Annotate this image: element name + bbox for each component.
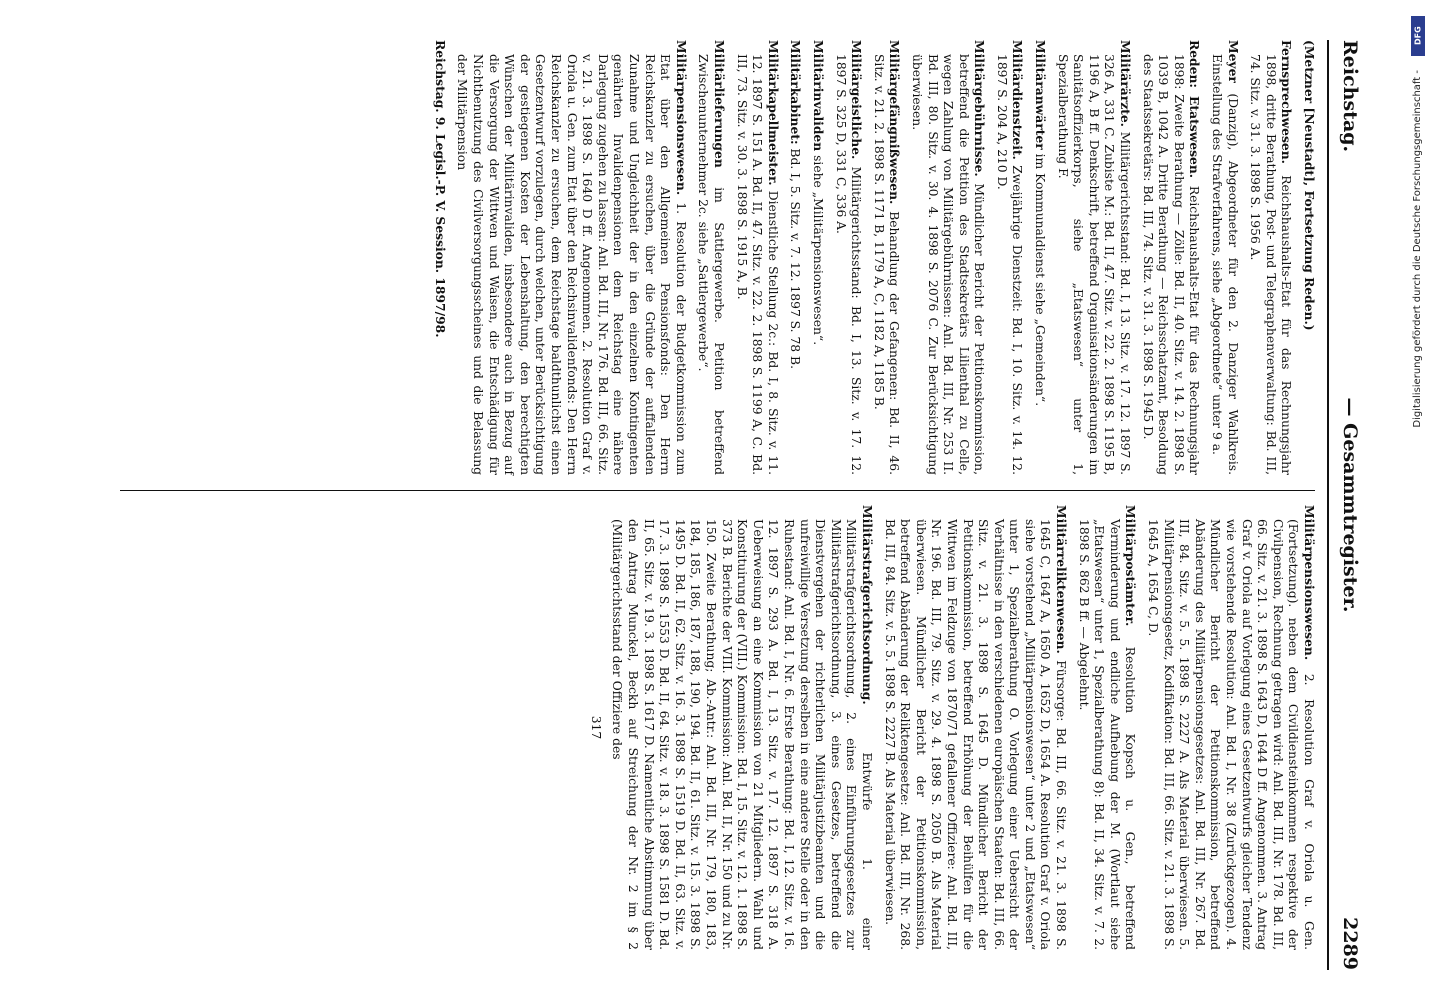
register-entry [1208, 40, 1240, 475]
entry-heading: Militäranwärter [1033, 40, 1049, 150]
entry-text: siehe „Militärpensionswesen“. [810, 155, 825, 346]
register-entry [609, 505, 875, 950]
page-number: 2289 [1339, 917, 1361, 970]
register-entry [1300, 40, 1317, 475]
entry-text: Mündlicher Bericht der Petitionskommission, betreffend die Petition des Stadtsekretärs Lilienthal zu Celle, wegen Zahlung von Militärgebührnissen: Anl. Bd. III, Nr. 253 II. Bd. III, 80. Sitz. v. 30. 4. 1898 S. 2076 C. Zur Berücksichtigung überwiesen. [909, 54, 987, 475]
digitization-stamp [1404, 10, 1432, 990]
entry-text: Militärgerichtsstand: Bd. I, 13. Sitz. v. 17. 12. 1897 S. 326 A, 331 C. Zubiste M.: Bd. II, 47. Sitz. v. 22. 2. 1898 S. 1195 B, 1196 A, B ff. Denkschrift, betreffend Organisationsänderungen im Sanitätsoffizierkorps, siehe „Etatswesen“ unter 1, Spezialberathung F. [1055, 54, 1133, 475]
entry-text: im Sattlergewerbe. Petition betreffend Zwischenunternehmer 2c. siehe „Sattlergewerbe“. [696, 54, 726, 475]
entry-heading: Militärreliktenwesen. [1054, 505, 1070, 654]
entry-heading: Fernsprechwesen. [1279, 40, 1295, 164]
column-separator [120, 490, 1315, 491]
column-footer [587, 505, 603, 950]
entry-heading: Militärstrafgerichtsordnung. [859, 505, 875, 705]
entry-text: 1. Resolution der Budgetkommission zum Etat über den Allgemeinen Pensionsfonds: Den Herrn Reichskanzler zu ersuchen, über die Gründe der auffallenden Zunahme und Ungleichheit der in den einzelnen Kontingenten genährten Invalidenpensionen dem Reichstag eine nähere Darlegung zugehen zu lassen: Anl. Bd. III, Nr. 176. Bd. III, 66. Sitz. v. 21. 3. 1898 S. 1640 D ff. Angenommen. 2. Resolution Graf v. Oriola u. Gen. zum Etat über den Reichsinvalidenfonds: Den Herrn Reichskanzler zu ersuchen, dem Reichstage baldthunlichst einen Gesetzentwurf vorzulegen, durch welchen, unter Berücksichtigung der gestiegenen Kosten der Lebenshaltung, den berechtigten Wünschen der Militärinvaliden, insbesondere auch in Bezug auf die Versorgung der Wittwen und Waisen, die Entschädigung für Nichtbenutzung des Civilversorgungsscheines und die Belassung der Militärpension [455, 54, 688, 475]
entry-text: Reichshaushalts-Etat für das Rechnungsjahr 1898, dritte Berathung, Post- und Telegraphenverwaltung: Bd. III, 74. Sitz. v. 31. 3. 1898 S. 1956 A. [1248, 54, 1294, 475]
entry-heading: Meyer [1225, 40, 1241, 83]
entry-heading: Militärpostämter. [1123, 505, 1139, 627]
entry-heading: Militärärzte. [1118, 40, 1134, 127]
entry-heading: Militärgeistliche. [849, 40, 865, 160]
entry-heading: Militärinvaliden [810, 40, 826, 152]
footer-number: 317 [588, 715, 603, 740]
entry-text: Militärgerichtsstand: Bd. I, 13. Sitz. v. 17. 12. 1897 S. 325 D, 331 C, 336 A. [833, 54, 864, 475]
entry-text: Fürsorge: Bd. III, 66. Sitz. v. 21. 3. 1898 S. 1645 C, 1647 A, 1650 A, 1652 D, 1654 A. Resolution Graf v. Oriola siehe vorstehend „Militärpensionswesen“ unter 2 und „Etatswesen“ unter 1, Spezialberathung O. Vorlegung einer Uebersicht der Verhältnisse in den verschiedenen europäischen Staaten: Bd. III, 66. Sitz. v. 21. 3. 1898 S. 1645 D. Mündlicher Bericht der Petitionskommission, betreffend Erhöhung der Beihülfen für die Wittwen im Feldzuge von 1870/71 gefallener Offiziere: Anl. Bd. III, Nr. 196. Bd. III, 79. Sitz. v. 29. 4. 1898 S. 2050 B. Als Material überwiesen. Mündlicher Bericht der Petitionskommission, betreffend Abänderung der Reliktengesetze: Anl. Bd. III, Nr. 268. Bd. III, 84. Sitz. v. 5. 5. 1898 S. 2227 B. Als Material überwiesen. [882, 519, 1069, 950]
entry-heading: Militärgebührnisse. [972, 40, 988, 177]
register-entry [1032, 40, 1049, 475]
register-entry [1247, 40, 1295, 475]
entry-text: Entwürfe 1. einer Militärstrafgerichtsordnung, 2. eines Einführungsgesetzes zur Militärstrafgerichtsordnung, 3. eines Gesetzes, betreffend die Dienstvergehen der richterlichen Militärjustizbeamten und die unfreiwillige Versetzung derselben in eine andere Stelle oder in den Ruhestand: Anl. Bd. I, Nr. 6. Erste Berathung: Bd. I, 12. Sitz. v. 16. 12. 1897 S. 293 A. Bd. I, 13. Sitz. v. 17. 12. 1897 S. 318 A. Ueberweisung an eine Kommission von 21 Mitgliedern. Wahl und Konstituirung der (VIII.) Kommission: Bd. I, 15. Sitz. v. 12. 1. 1898 S. 373 B. Berichte der VIII. Kommission: Anl. Bd. II, Nr. 150 und zu Nr. 150. Zweite Berathung; Ab.-Antr.: Anl. Bd. III, Nr. 179, 180, 183, 184, 185, 186, 187, 188, 190, 194. Bd. II, 61. Sitz. v. 15. 3. 1898 S. 1495 D. Bd. II, 62. Sitz. v. 16. 3. 1898 S. 1519 D. Bd. II, 63. Sitz. v. 17. 3. 1898 S. 1553 D. Bd. II, 64. Sitz. v. 18. 3. 1898 S. 1581 D. Bd. II, 65. Sitz. v. 19. 3. 1898 S. 1617 D. Namentliche Abstimmung über den Antrag Munckel, Beckh auf Streichung der Nr. 2 im § 2 (Militärgerichtsstand der Offiziere des [610, 519, 874, 950]
stamp-text: Digitalisierung gefördert durch die Deutsche Forschungsgemeinschaft - [1412, 70, 1423, 428]
register-entry [832, 40, 864, 475]
entry-text: (Danzig), Abgeordneter für den 2. Danziger Wahlkreis. Einstellung des Strafverfahrens, siehe „Abgeordnete“ unter 9 a. [1210, 54, 1240, 475]
entry-text: Bd. I, 5. Sitz. v. 7. 12. 1897 S. 78 B. [788, 148, 803, 369]
register-entry [454, 40, 689, 475]
register-entry [1139, 40, 1202, 475]
footer-signature [432, 40, 448, 475]
register-entry [908, 40, 987, 475]
header-left: Reichstag. [1339, 40, 1361, 153]
entry-heading: Reden: Etatswesen. [1187, 40, 1203, 179]
page-header [1335, 40, 1361, 970]
entry-heading: Militärpensionswesen. [673, 40, 689, 196]
right-column [40, 505, 1317, 950]
entry-text: Reichstag. 9. Legisl.-P. V. Session. 1897/98. [432, 40, 448, 338]
register-entry [809, 40, 826, 475]
register-entry [870, 40, 902, 475]
register-entry [733, 40, 781, 475]
register-entry [1144, 505, 1317, 950]
entry-text: Dienstliche Stellung 2c.: Bd. I, 8. Sitz. v. 11. 12. 1897 S. 151 A. Bd. II, 47. Sitz. v. 22. 2. 1898 S. 1199 A, C. Bd. III, 73. Sitz. v. 30. 3. 1898 S. 1915 A, B. [734, 54, 780, 475]
entry-heading: Militärkabinet: [788, 40, 804, 145]
register-entry [1054, 40, 1133, 475]
entry-text: Zweijährige Dienstzeit: Bd. I, 10. Sitz. v. 14. 12. 1897 S. 204 A, 210 D. [994, 54, 1025, 475]
entry-text: im Kommunaldienst siehe „Gemeinden“. [1033, 153, 1048, 407]
left-column [40, 40, 1317, 475]
entry-heading: (Metzner [Neustadt], Fortsetzung Reden.) [1302, 40, 1317, 331]
dfg-logo: DFG [1411, 16, 1425, 56]
entry-heading: Militärpensionswesen. [1302, 505, 1317, 661]
register-entry [881, 505, 1069, 950]
entry-heading: Militärgefängnißwesen. [887, 40, 903, 205]
header-center: — Gesammtregister. [1339, 397, 1361, 613]
entry-heading: Militärkapellmeister. [765, 40, 781, 186]
register-entry [695, 40, 727, 475]
entry-heading: Militärlieferungen [712, 40, 727, 168]
entry-text: Behandlung der Gefangenen: Bd. II, 46. Sitz. v. 21. 2. 1898 S. 1171 B, 1179 A, C, 1182 A, 1185 B. [871, 54, 902, 475]
header-rule [1327, 40, 1329, 970]
entry-text: 2. Resolution Graf v. Oriola u. Gen. (Fortsetzung). neben dem Civildiensteinkommen respektive der Civilpension, Rechnung getragen wird: Anl. Bd. III, Nr. 178. Bd. III, 66. Sitz. v. 21. 3. 1898 S. 1643 D, 1644 D ff. Angenommen. 3. Antrag Graf v. Oriola auf Vorlegung eines Gesetzentwurfs gleicher Tendenz wie vorstehende Resolution: Anl. Bd. I, Nr. 38 (Zurückgezogen). 4. Mündlicher Bericht der Petitionskommission, betreffend Abänderung des Militärpensionsgesetzes: Anl. Bd. III, Nr. 267. Bd. III, 84. Sitz. v. 5. 5. 1898 S. 2227 A. Als Material überwiesen. 5. Militärpensionsgesetz, Kodifikation: Bd. III, 66. Sitz. v. 21. 3. 1898 S. 1645 A, 1654 C, D. [1146, 519, 1316, 950]
register-entry [787, 40, 804, 475]
register-entry [993, 40, 1025, 475]
entry-text: Reichshaushalts-Etat für das Rechnungsjahr 1898: Zweite Berathung — Zölle: Bd. II, 40. Sitz. v. 14. 2. 1898 S. 1039 B, 1042 A. Dritte Berathung — Reichsschatzamt, Besoldung des Staatssekretärs: Bd. III, 74. Sitz. v. 31. 3. 1898 S. 1945 D. [1140, 54, 1202, 475]
entry-text: Resolution Kopsch u. Gen., betreffend Verminderung und endliche Aufhebung der M. (Wortlaut siehe „Etatswesen“ unter 1, Spezialberathung 8): Bd. II, 34. Sitz. v. 7. 2. 1898 S. 862 B ff. — Abgelehnt. [1076, 519, 1138, 950]
entry-heading: Militärdienstzeit. [1010, 40, 1026, 160]
register-entry [1075, 505, 1138, 950]
